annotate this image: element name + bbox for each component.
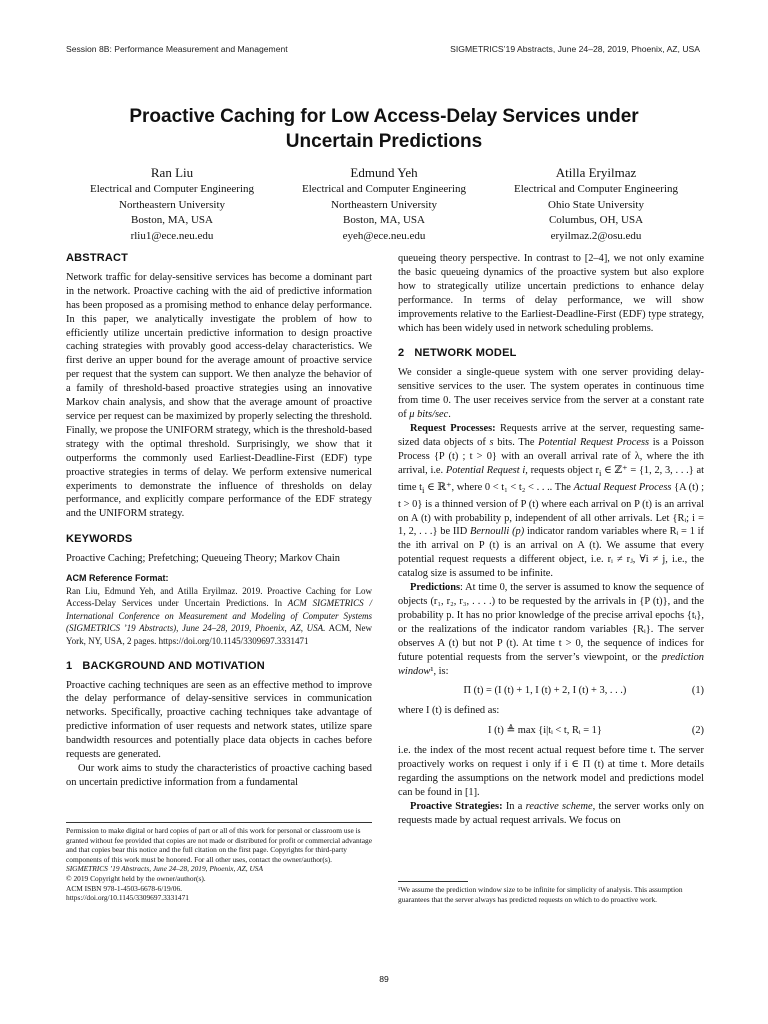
request-processes-paragraph: Request Processes: Requests arrive at the server, requesting same-sized data objects of s bits. The Potential Request Process is a Poisson Process {P (t) ; t > 0} with an overall arrival rate of λ, where the ith arrival, i.e. Potential Request i, requests object $r_i$ ∈ ℤ⁺ = {1, 2, 3, . . .} at time $t_i$ ∈ ℝ⁺, where 0 < t₁ < t₂ < . . .. The Actual Request Process {A (t) ; t > 0} is a thinned version of P (t) where each arrival on P (t) is an arrival on A (t) with probability p, independent of all other arrivals. Let {Rᵢ; i = 1, 2, . . .} be IID Bernoulli (p) indicator random variables where Rᵢ = 1 if the ith arrival on P (t) is an arrival on A (t). We assume that every potential request requests a different object, i.e. rᵢ ≠ rⱼ, ∀i ≠ j, i.e., the catalog size is assumed to be infinite.	[398, 422, 705, 580]
paper-title	[66, 104, 702, 154]
permission-venue: SIGMETRICS ’19 Abstracts, June 24–28, 2019, Phoenix, AZ, USA	[66, 864, 263, 874]
section-1-paragraph-1: Proactive caching techniques are seen as an effective method to improve the delay performance of delay-sensitive services in communication networks. Specifically, proactive caching techniques take advantage of predictive information of user requests and network states, utilize spare bandwidth resources and potentially place data objects in caches before requests are generated.	[66, 679, 372, 761]
equation-number: (1)	[691, 685, 704, 697]
text-run: indicator random variables where Rᵢ = 1 if the ith arrival on P (t) is an arrival on A (t). We assume that every potential request requests a different object, i.e. rᵢ ≠ rⱼ, ∀i ≠ j, i.e., the catalog size is assumed to be infinite.	[398, 526, 705, 580]
footnote-text: ¹We assume the prediction window size to be infinite for simplicity of analysis. This assumption guarantees that the server always has predicted requests on which to do proactive work.	[398, 885, 683, 904]
text-run: .	[448, 409, 451, 421]
author-email: eryilmaz.2@osu.edu	[550, 229, 642, 242]
acm-ref-part2: ACM, New York, NY, USA, 2 pages. https://doi.org/10.1145/3309697.3331471	[66, 623, 372, 646]
running-header-left: Session 8B: Performance Measurement and Management	[66, 44, 288, 54]
text-run: {A (t) ; t > 0} is a thinned version of P (t) where each arrival on P (t) is an arrival on A (t) with probability p, independent of all other arrivals. Let {Rᵢ; i = 1, 2, . . .} be IID	[398, 481, 705, 538]
author-2	[278, 164, 490, 244]
author-university: Northeastern University	[119, 198, 225, 211]
author-3	[490, 164, 702, 244]
emphasis: Potential Request i	[445, 464, 526, 476]
title-line-1: Proactive Caching for Low Access-Delay Services under	[129, 106, 639, 127]
predictions-paragraph	[398, 581, 704, 678]
right-column	[398, 252, 704, 828]
author-dept: Electrical and Computer Engineering	[513, 183, 679, 195]
author-location: Boston, MA, USA	[131, 214, 213, 226]
author-location: Columbus, OH, USA	[548, 214, 644, 226]
math-symbol: s	[489, 436, 494, 448]
copyright-line: © 2019 Copyright held by the owner/author(s).	[66, 873, 206, 883]
page-number: 89	[379, 974, 389, 984]
section-title: NETWORK MODEL	[414, 347, 517, 360]
keywords-text: Proactive Caching; Prefetching; Queueing Theory; Markov Chain	[66, 553, 340, 565]
text-run: ¹, is:	[430, 665, 449, 677]
text-run: ∈ ℤ⁺ = {1, 2, 3, . . .} at time t	[398, 464, 705, 493]
author-block	[66, 164, 702, 244]
after-equation-paragraph: i.e. the index of the most recent actual request before time t. The server proactively works on request i only if i ∈ Π (t) at time t. More details regarding the assumptions on the network model and predictions model can be found in [1].	[398, 745, 704, 798]
keywords-heading: KEYWORDS	[66, 533, 133, 546]
author-email: eyeh@ece.neu.edu	[342, 229, 426, 242]
text-run: Requests arrive at the server, requesting same-sized data objects of	[398, 422, 705, 448]
permission-text: Permission to make digital or hard copies of part or all of this work for personal or classroom use is granted without fee provided that copies are not made or distributed for profit or commercial advantage and that copies bear this notice and the full citation on the first page. Copyrights for third-party components of this work must be honored. For all other uses, contact the owner/author(s).	[66, 826, 372, 864]
emphasis: reactive scheme	[525, 800, 593, 812]
section-number: 1	[66, 659, 73, 672]
text-run: , the server works only on requests made by actual request arrivals. We focus on	[398, 800, 704, 826]
title-line-2: Uncertain Predictions	[285, 131, 483, 152]
author-dept: Electrical and Computer Engineering	[89, 183, 255, 195]
equation-number: (2)	[691, 725, 704, 737]
acm-reference	[66, 572, 372, 648]
section-1-paragraph-2: Our work aims to study the characteristics of proactive caching based on uncertain predictive information from a fundamental	[66, 762, 372, 788]
text-run: In a	[502, 800, 526, 812]
run-in-heading: Predictions	[410, 582, 461, 594]
proactive-strategies-paragraph	[398, 800, 704, 828]
abstract-text: Network traffic for delay-sensitive services has become a dominant part in the network. Proactive caching with the aid of predictive information has been proposed as a promising method to enhance delay performance. In this paper, we analytically investigate the problem of how to efficiently utilize uncertain predictive information to design proactive caching strategies with provably good access-delay characteristics. We first derive an upper bound for the average amount of proactive service per request that the system can support. We then analyze the behavior of a family of threshold-based proactive strategies using an innovative Markov chain analysis, and show that the average amount of proactive service per request can be maximized by properly selecting the threshold. Finally, we propose the UNIFORM strategy, which is the threshold-based strategy with the optimal threshold. Surprisingly, we show that it outperforms the commonly used Earliest-Deadline-First (EDF) type proactive strategies in terms of delay. We perform extensive numerical experiments to demonstrate the influence of thresholds on delay performance, and explicitly compare performance of the EDF strategy and the UNIFORM strategy.	[66, 271, 372, 520]
footnote	[398, 881, 704, 904]
emphasis: Potential Request Process	[538, 436, 650, 448]
author-name: Edmund Yeh	[350, 165, 418, 180]
doi-link[interactable]: https://doi.org/10.1145/3309697.3331471	[66, 893, 189, 903]
section-1-heading	[66, 660, 372, 674]
author-name: Ran Liu	[150, 165, 194, 180]
author-location: Boston, MA, USA	[343, 214, 425, 226]
equation-body: Π (t) = (I (t) + 1, I (t) + 2, I (t) + 3, . . .)	[463, 685, 627, 697]
author-university: Ohio State University	[548, 198, 644, 211]
acm-ref-venue: ACM SIGMETRICS / International Conference on Measurement and Modeling of Computer Systems (SIGMETRICS ’19 Abstracts), June 24–28, 2019, Phoenix, AZ, USA.	[66, 598, 372, 634]
text-run: is a Poisson Process {P (t) ; t > 0} with an overall arrival rate of λ, where the ith arrival, i.e.	[398, 436, 704, 476]
text-run: , requests object r	[525, 464, 599, 476]
permission-block	[66, 822, 372, 903]
left-column	[66, 252, 372, 790]
isbn-line: ACM ISBN 978-1-4503-6678-6/19/06.	[66, 883, 182, 893]
acm-reference-heading: ACM Reference Format:	[66, 573, 169, 584]
author-email: rliu1@ece.neu.edu	[130, 229, 214, 242]
text-run: : At time 0, the server is assumed to know the sequence of objects (r₁, r₂, r₃, . . . .) to be requested by the arrivals in {P (t)}, and the probability p. It has no prior knowledge of the precise arrival epochs {tᵢ}, or the realizations of the indicator random variables {Rᵢ}. The server observes A (t) but not P (t). At time t > 0, the sequence of indices for future potential requests from the server’s viewpoint, or the	[398, 582, 704, 663]
emphasis: prediction window	[398, 651, 704, 677]
footnote-rule	[398, 881, 468, 882]
equation-1	[398, 684, 704, 698]
author-name: Atilla Eryilmaz	[555, 165, 637, 180]
author-1	[66, 164, 278, 244]
text-run: We consider a single-queue system with one server providing delay-sensitive services to the user. The system operates in continuous time from time 0. The user receives service from the server at a constant rate of	[398, 367, 704, 421]
service-rate: μ bits/sec	[409, 409, 449, 421]
equation-2	[398, 724, 704, 738]
acm-ref-part1: Ran Liu, Edmund Yeh, and Atilla Eryilmaz. 2019. Proactive Caching for Low Access-Delay Services under Uncertain Predictions. In	[66, 585, 372, 609]
emphasis: Actual Request Process	[573, 481, 672, 493]
section-title: BACKGROUND AND MOTIVATION	[82, 659, 265, 672]
section-number: 2	[398, 347, 405, 360]
emphasis: Bernoulli (p)	[470, 526, 525, 538]
run-in-heading: Proactive Strategies:	[410, 800, 503, 812]
section-2-paragraph-1	[398, 366, 704, 422]
equation-body: I (t) ≜ max {i|tᵢ < t, Rᵢ = 1}	[488, 725, 602, 737]
where-text: where I (t) is defined as:	[398, 705, 500, 717]
text-run: bits. The	[493, 436, 539, 448]
acm-reference-text	[66, 585, 372, 648]
section-2-heading	[398, 347, 704, 361]
author-dept: Electrical and Computer Engineering	[301, 183, 467, 195]
intro-continued: queueing theory perspective. In contrast to [2–4], we not only examine the basic queueing dynamics of the proactive system but also explore how to strategically utilize uncertain predictions to enhance delay performance. In terms of delay performance, we will show improvements relative to the Earliest-Deadline-First (EDF) type strategy, which has been widely used in network scheduling problems.	[398, 253, 704, 334]
running-header-right: SIGMETRICS’19 Abstracts, June 24–28, 2019, Phoenix, AZ, USA	[450, 44, 700, 54]
text-run: ∈ ℝ⁺, where 0 < t₁ < t₂ < . . .. The	[424, 481, 574, 493]
run-in-heading: Request Processes:	[410, 422, 496, 434]
abstract-heading: ABSTRACT	[66, 252, 129, 264]
author-university: Northeastern University	[331, 198, 437, 211]
